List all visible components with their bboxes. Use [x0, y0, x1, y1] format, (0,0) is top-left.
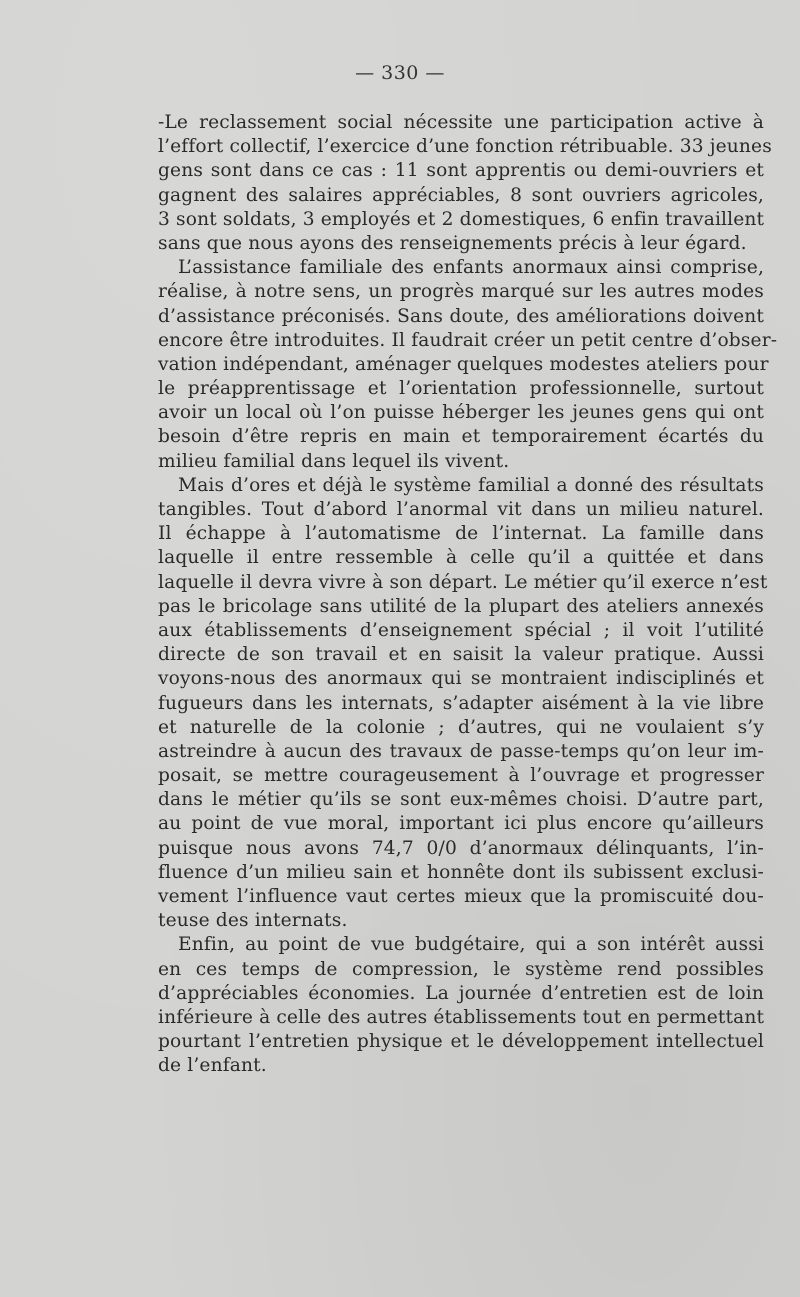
- text-line: voyons-nous des anormaux qui se montraient indisciplinés et: [158, 668, 764, 690]
- text-line: besoin d’être repris en main et temporairement écartés du: [158, 426, 764, 448]
- text-line: pas le bricolage sans utilité de la plupart des ateliers annexés: [158, 595, 764, 617]
- text-line: l’effort collectif, l’exercice d’une fonction rétribuable. 33 jeunes: [158, 136, 772, 158]
- text-line: gens sont dans ce cas : 11 sont apprentis ou demi-ouvriers et: [158, 160, 764, 182]
- text-line: vation indépendant, aménager quelques modestes ateliers pour: [158, 353, 769, 375]
- text-line: fugueurs dans les internats, s’adapter aisément à la vie libre: [158, 692, 764, 714]
- text-line: 3 sont soldats, 3 employés et 2 domestiques, 6 enfin travaillent: [158, 208, 765, 230]
- text-line: aux établissements d’enseignement spécial ; il voit l’utilité: [158, 619, 764, 641]
- text-line: puisque nous avons 74,7 0/0 d’anormaux délinquants, l’in-: [158, 837, 764, 859]
- text-line: avoir un local où l’on puisse héberger les jeunes gens qui ont: [158, 402, 764, 424]
- text-line: inférieure à celle des autres établissements tout en permettant: [158, 1006, 765, 1028]
- text-line: sans que nous ayons des renseignements précis à leur égard.: [158, 232, 747, 254]
- text-line: dans le métier qu’ils se sont eux-mêmes choisi. D’autre part,: [158, 789, 764, 811]
- text-line: Mais d’ores et déjà le système familial a donné des résultats: [178, 474, 764, 496]
- text-line: d’assistance préconisés. Sans doute, des améliorations doivent: [158, 305, 764, 327]
- text-line: encore être introduites. Il faudrait créer un petit centre d’obser-: [158, 329, 778, 351]
- text-line: L’assistance familiale des enfants anormaux ainsi comprise,: [178, 257, 764, 279]
- text-line: Il échappe à l’automatisme de l’internat. La famille dans: [158, 523, 764, 545]
- text-line: tangibles. Tout d’abord l’anormal vit dans un milieu naturel.: [158, 499, 764, 520]
- text-line: milieu familial dans lequel ils vivent.: [158, 450, 510, 472]
- text-line: en ces temps de compression, le système rend possibles: [158, 958, 764, 980]
- text-line: Enfin, au point de vue budgétaire, qui a son intérêt aussi: [178, 934, 764, 956]
- text-line: -Le reclassement social nécessite une participation active à: [158, 112, 764, 133]
- text-line: laquelle il devra vivre à son départ. Le métier qu’il exerce n’est: [158, 571, 768, 593]
- text-line: posait, se mettre courageusement à l’ouvrage et progresser: [158, 765, 764, 787]
- text-line: astreindre à aucun des travaux de passe-temps qu’on leur im-: [158, 740, 764, 762]
- text-line: gagnent des salaires appréciables, 8 sont ouvriers agricoles,: [158, 184, 764, 206]
- text-line: fluence d’un milieu sain et honnête dont ils subissent exclusi-: [158, 861, 764, 883]
- text-line: directe de son travail et en saisit la valeur pratique. Aussi: [158, 644, 764, 666]
- text-line: au point de vue moral, important ici plus encore qu’ailleurs: [158, 813, 764, 835]
- text-line: et naturelle de la colonie ; d’autres, qui ne voulaient s’y: [158, 716, 764, 738]
- text-line: vement l’influence vaut certes mieux que la promiscuité dou-: [158, 886, 764, 907]
- text-line: de l’enfant.: [158, 1055, 267, 1077]
- text-line: le préapprentissage et l’orientation professionnelle, surtout: [158, 378, 764, 400]
- text-line: teuse des internats.: [158, 910, 348, 932]
- text-line: réalise, à notre sens, un progrès marqué sur les autres modes: [158, 281, 764, 303]
- text-line: pourtant l’entretien physique et le développement intellectuel: [158, 1031, 764, 1053]
- text-line: d’appréciables économies. La journée d’entretien est de loin: [158, 982, 764, 1004]
- body-text: [158, 111, 778, 1079]
- text-line: laquelle il entre ressemble à celle qu’il a quittée et dans: [158, 547, 764, 569]
- page-number: — 330 —: [355, 62, 445, 84]
